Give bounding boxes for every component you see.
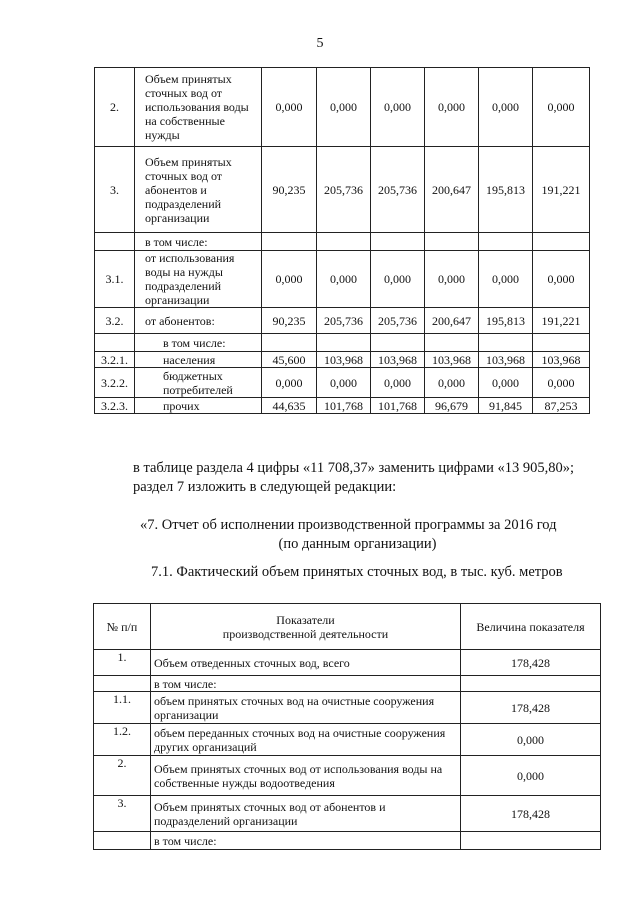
- row-value-col5: 103,968: [479, 352, 533, 368]
- row-value-col5: [479, 334, 533, 352]
- row-value: 0,000: [461, 724, 601, 756]
- row-value-col4: 0,000: [425, 251, 479, 308]
- row-value-col6: 191,221: [533, 147, 590, 233]
- row-value-col6: 87,253: [533, 398, 590, 414]
- header-indicators: [151, 604, 461, 650]
- row-value: 178,428: [461, 796, 601, 832]
- row-value: [461, 832, 601, 850]
- row-value-col2: [317, 233, 371, 251]
- row-value-col3: 101,768: [371, 398, 425, 414]
- row-value-col2: 205,736: [317, 308, 371, 334]
- table2-row: [94, 796, 601, 832]
- row-value: [461, 676, 601, 692]
- table1-row: [95, 308, 590, 334]
- row-number: [94, 832, 151, 850]
- table1-row: [95, 398, 590, 414]
- row-value-col3: [371, 233, 425, 251]
- row-value-col5: [479, 233, 533, 251]
- row-indicator-name: в том числе:: [151, 676, 461, 692]
- section71-heading: 7.1. Фактический объем принятых сточных вод, в тыс. куб. метров: [151, 564, 563, 580]
- row-value-col2: 103,968: [317, 352, 371, 368]
- row-value-col3: 0,000: [371, 68, 425, 147]
- row-value-col1: [262, 233, 317, 251]
- page-number: 5: [316, 36, 324, 51]
- row-value-col4: [425, 233, 479, 251]
- row-number: 2.: [95, 68, 135, 147]
- row-indicator-name: в том числе:: [151, 832, 461, 850]
- row-value-col3: 205,736: [371, 147, 425, 233]
- row-value-col1: 44,635: [262, 398, 317, 414]
- row-number: 1.1.: [94, 692, 151, 724]
- row-value-col2: 101,768: [317, 398, 371, 414]
- row-indicator-name: Объем принятых сточных вод от использования воды на собственные нужды: [135, 68, 262, 147]
- row-value-col5: 195,813: [479, 308, 533, 334]
- actual-wastewater-table: [93, 603, 601, 850]
- row-value-col4: 0,000: [425, 68, 479, 147]
- table2-row: [94, 832, 601, 850]
- table1-row: [95, 233, 590, 251]
- header-indicators-line1: Показатели: [276, 612, 335, 627]
- row-value-col3: 103,968: [371, 352, 425, 368]
- row-indicator-name: в том числе:: [135, 233, 262, 251]
- row-value-col3: 205,736: [371, 308, 425, 334]
- header-num: № п/п: [94, 604, 151, 650]
- row-value-col5: 0,000: [479, 68, 533, 147]
- row-value-col6: [533, 334, 590, 352]
- row-number: 3.2.1.: [95, 352, 135, 368]
- table2-row: [94, 692, 601, 724]
- row-indicator-name: объем переданных сточных вод на очистные сооружения других организаций: [151, 724, 461, 756]
- row-value-col4: 0,000: [425, 368, 479, 398]
- row-value-col6: 0,000: [533, 368, 590, 398]
- table1-row: [95, 352, 590, 368]
- table1-row: [95, 68, 590, 147]
- row-indicator-name: прочих: [135, 398, 262, 414]
- row-value: 0,000: [461, 756, 601, 796]
- table2-row: [94, 756, 601, 796]
- row-value-col1: [262, 334, 317, 352]
- row-value-col6: 103,968: [533, 352, 590, 368]
- row-number: [94, 676, 151, 692]
- row-number: 3.2.3.: [95, 398, 135, 414]
- table2-row: [94, 676, 601, 692]
- row-value-col1: 0,000: [262, 251, 317, 308]
- row-number: 1.: [94, 650, 151, 676]
- row-number: 2.: [94, 756, 151, 796]
- table1-row: [95, 334, 590, 352]
- row-number: 1.2.: [94, 724, 151, 756]
- row-number: 3.2.2.: [95, 368, 135, 398]
- row-indicator-name: бюджетных потребителей: [135, 368, 262, 398]
- paragraph-section7-intro: раздел 7 изложить в следующей редакции:: [133, 479, 397, 495]
- row-number: [95, 233, 135, 251]
- row-number: 3.2.: [95, 308, 135, 334]
- table2-row: [94, 650, 601, 676]
- row-value-col4: 96,679: [425, 398, 479, 414]
- row-value-col6: 0,000: [533, 68, 590, 147]
- row-value-col1: 0,000: [262, 368, 317, 398]
- row-value-col2: [317, 334, 371, 352]
- row-value-col6: 191,221: [533, 308, 590, 334]
- row-indicator-name: Объем принятых сточных вод от абонентов и подразделений организации: [135, 147, 262, 233]
- row-number: [95, 334, 135, 352]
- row-value-col3: 0,000: [371, 368, 425, 398]
- row-value-col1: 45,600: [262, 352, 317, 368]
- row-value-col3: 0,000: [371, 251, 425, 308]
- header-indicators-line2: производственной деятельности: [222, 626, 389, 641]
- row-number: 3.1.: [95, 251, 135, 308]
- table1-row: [95, 368, 590, 398]
- row-value-col1: 0,000: [262, 68, 317, 147]
- table2-row: [94, 724, 601, 756]
- row-value-col6: 0,000: [533, 251, 590, 308]
- row-indicator-name: населения: [135, 352, 262, 368]
- row-value-col5: 91,845: [479, 398, 533, 414]
- section7-subheading: (по данным организации): [278, 536, 437, 552]
- table1-row: [95, 147, 590, 233]
- row-value-col5: 195,813: [479, 147, 533, 233]
- row-value-col1: 90,235: [262, 147, 317, 233]
- row-value-col1: 90,235: [262, 308, 317, 334]
- row-indicator-name: Объем отведенных сточных вод, всего: [151, 650, 461, 676]
- header-value: Величина показателя: [461, 604, 601, 650]
- row-indicator-name: Объем принятых сточных вод от использования воды на собственные нужды водоотведения: [151, 756, 461, 796]
- row-number: 3.: [95, 147, 135, 233]
- row-indicator-name: в том числе:: [135, 334, 262, 352]
- row-value-col4: 200,647: [425, 147, 479, 233]
- row-value-col6: [533, 233, 590, 251]
- paragraph-replace-figures: в таблице раздела 4 цифры «11 708,37» заменить цифрами «13 905,80»;: [133, 460, 575, 476]
- row-indicator-name: Объем принятых сточных вод от абонентов и подразделений организации: [151, 796, 461, 832]
- table1-row: [95, 251, 590, 308]
- row-value-col5: 0,000: [479, 251, 533, 308]
- row-indicator-name: от использования воды на нужды подразделений организации: [135, 251, 262, 308]
- row-indicator-name: объем принятых сточных вод на очистные сооружения организации: [151, 692, 461, 724]
- section7-heading: «7. Отчет об исполнении производственной программы за 2016 год: [140, 517, 557, 533]
- row-value: 178,428: [461, 692, 601, 724]
- row-value-col4: [425, 334, 479, 352]
- row-value-col2: 0,000: [317, 368, 371, 398]
- row-value-col5: 0,000: [479, 368, 533, 398]
- row-value-col4: 103,968: [425, 352, 479, 368]
- row-value-col3: [371, 334, 425, 352]
- row-number: 3.: [94, 796, 151, 832]
- row-value-col2: 0,000: [317, 251, 371, 308]
- row-value-col2: 0,000: [317, 68, 371, 147]
- row-indicator-name: от абонентов:: [135, 308, 262, 334]
- row-value-col2: 205,736: [317, 147, 371, 233]
- row-value: 178,428: [461, 650, 601, 676]
- indicators-table-continued: [94, 67, 590, 414]
- row-value-col4: 200,647: [425, 308, 479, 334]
